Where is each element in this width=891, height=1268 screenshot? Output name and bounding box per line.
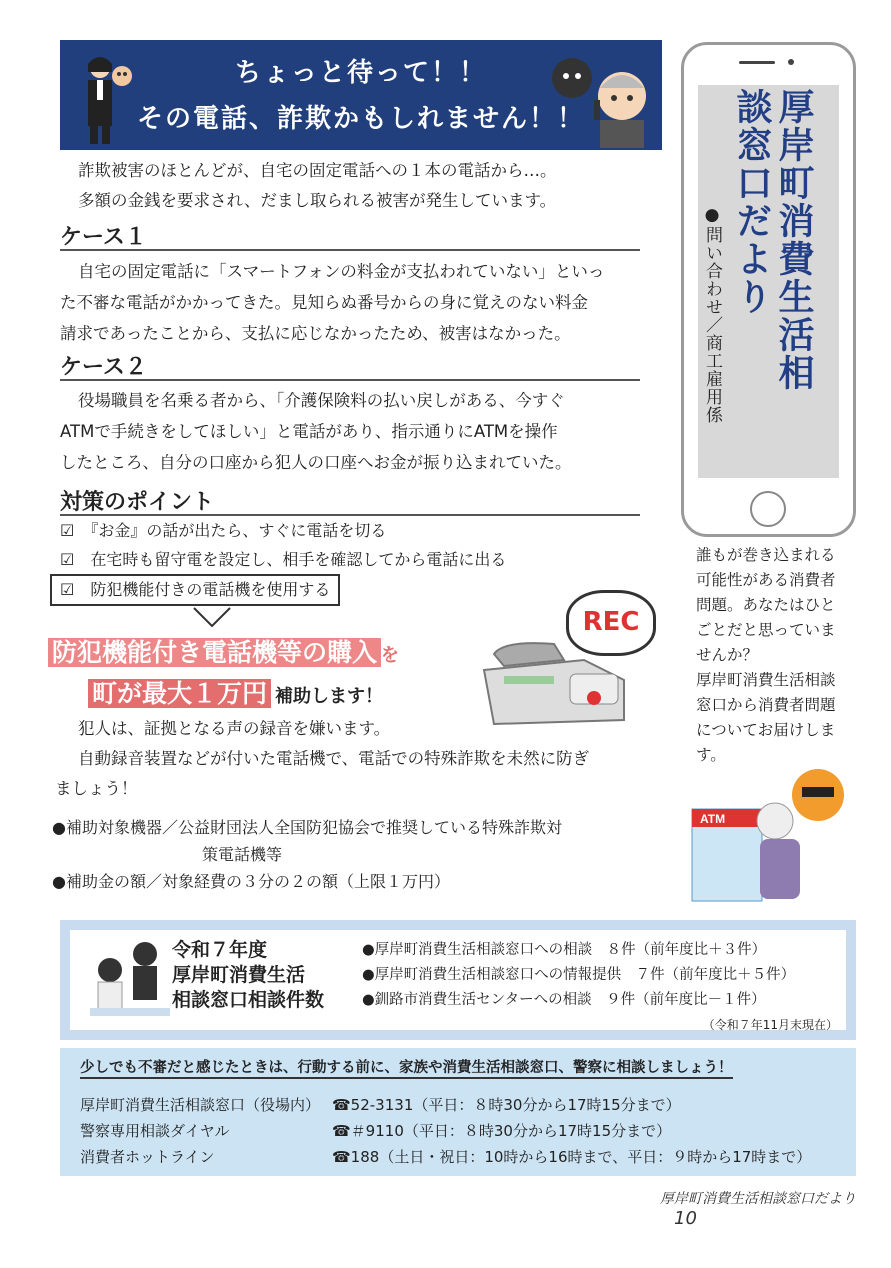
- phone-camera: [788, 59, 794, 65]
- case1-heading: ケース１: [60, 225, 147, 250]
- phone-speaker: [739, 61, 775, 64]
- footer-title: 厚岸町消費生活相談窓口だより: [660, 1191, 856, 1207]
- stats-row: ●厚岸町消費生活相談窓口への相談 ８件（前年度比＋３件）: [362, 942, 767, 958]
- subsidy-highlight-1: 防犯機能付き電話機等の購入: [48, 638, 381, 667]
- headline-banner: [60, 40, 662, 150]
- woman-mask-illustration: [78, 50, 136, 146]
- point-item-3: ☑ 防犯機能付きの電話機を使用する: [50, 574, 340, 606]
- rec-bubble: REC: [566, 590, 656, 656]
- consultation-people-illustration: [90, 940, 170, 1030]
- banner-line-2: その電話、詐欺かもしれません！！: [136, 104, 585, 134]
- page-number: 10: [674, 1208, 697, 1229]
- vertical-title: 厚岸町消費生活相談窓口だより: [731, 88, 814, 392]
- subsidy-line-1: [48, 633, 399, 669]
- bullet-1b: 策電話機等: [202, 845, 283, 864]
- points-heading: 対策のポイント: [60, 490, 215, 515]
- point-item-2: ☑ 在宅時も留守電を設定し、相手を確認してから電話に出る: [60, 550, 507, 569]
- footer: [660, 1188, 891, 1229]
- case1-rule: [60, 249, 640, 251]
- body2-line-3: ましょう！: [55, 779, 138, 798]
- consultation-stats-box: [60, 920, 856, 1040]
- stats-row: ●厚岸町消費生活相談窓口への情報提供 ７件（前年度比＋５件）: [362, 967, 796, 983]
- case2-heading: ケース２: [60, 355, 147, 380]
- info-label-1: 厚岸町消費生活相談窓口（役場内）: [80, 1096, 321, 1114]
- subsidy-highlight-2: 町が最大１万円: [88, 679, 271, 708]
- subsidy-line-2: [88, 674, 383, 710]
- vertical-contact: ●問い合わせ／商工雇用係: [702, 205, 722, 424]
- stats-note: （令和７年11月末現在）: [702, 1018, 838, 1032]
- info-heading: 少しでも不審だと感じたときは、行動する前に、家族や消費生活相談窓口、警察に相談しましょう！: [80, 1056, 733, 1079]
- banner-line-1: ちょっと待って！！: [234, 58, 487, 88]
- case1-line-3: 請求であったことから、支払に応じなかったため、被害はなかった。: [60, 324, 571, 343]
- intro-line-1: 詐欺被害のほとんどが、自宅の固定電話への１本の電話から…。: [78, 161, 557, 180]
- info-label-2: 警察専用相談ダイヤル: [80, 1122, 230, 1140]
- case1-line-1: 自宅の固定電話に「スマートフォンの料金が支払われていない」といっ: [78, 262, 605, 281]
- case1-line-2: た不審な電話がかかってきた。見知らぬ番号からの身に覚えのない料金: [60, 293, 588, 312]
- info-value-3: ☎188（土日・祝日：10時から16時まで、平日：９時から17時まで）: [332, 1148, 812, 1166]
- info-value-1: ☎52-3131（平日：８時30分から17時15分まで）: [332, 1096, 681, 1114]
- subsidy-suffix-1: を: [381, 645, 400, 666]
- stats-title: 令和７年度 厚岸町消費生活 相談窓口相談件数: [172, 939, 325, 1011]
- points-rule: [60, 514, 640, 516]
- intro-line-2: 多額の金銭を要求され、だまし取られる被害が発生しています。: [78, 191, 557, 210]
- bullet-2: ●補助金の額／対象経費の３分の２の額（上限１万円）: [52, 872, 450, 891]
- bullet-1a: ●補助対象機器／公益財団法人全国防犯協会で推奨している特殊詐欺対: [52, 818, 562, 837]
- contact-info-box: [60, 1048, 856, 1176]
- stats-row: ●釧路市消費生活センターへの相談 ９件（前年度比－１件）: [362, 992, 766, 1008]
- case2-line-1: 役場職員を名乗る者から、「介護保険料の払い戻しがある、今すぐ: [78, 391, 565, 410]
- case2-line-3: したところ、自分の口座から犯人の口座へお金が振り込まれていた。: [60, 453, 572, 472]
- stats-rows: [362, 938, 795, 1013]
- point-item-1: ☑ 『お金』の話が出たら、すぐに電話を切る: [60, 521, 387, 540]
- case2-line-2: ATMで手続きをしてほしい」と電話があり、指示通りにATMを操作: [60, 422, 558, 441]
- down-arrow-icon: [192, 606, 232, 628]
- atm-scam-illustration: [690, 765, 850, 905]
- side-paragraph: 誰もが巻き込まれる 可能性がある消費者 問題。あなたはひと ごとだと思っていま せんか？ 厚岸町消費生活相談 窓口から消費者問題 についてお届けしま す。: [696, 546, 836, 764]
- phone-home-button: [750, 491, 786, 527]
- atm-label: ATM: [700, 812, 726, 826]
- body2-line-1: 犯人は、証拠となる声の録音を嫌います。: [78, 719, 391, 738]
- telephone-illustration: [474, 640, 644, 732]
- elderly-man-phone-illustration: [550, 48, 658, 148]
- subsidy-suffix-2: 補助します！: [275, 686, 384, 707]
- case2-rule: [60, 379, 640, 381]
- info-label-3: 消費者ホットライン: [80, 1148, 215, 1166]
- body2-line-2: 自動録音装置などが付いた電話機で、電話での特殊詐欺を未然に防ぎ: [78, 749, 590, 768]
- info-value-2: ☎＃9110（平日：８時30分から17時15分まで）: [332, 1122, 672, 1140]
